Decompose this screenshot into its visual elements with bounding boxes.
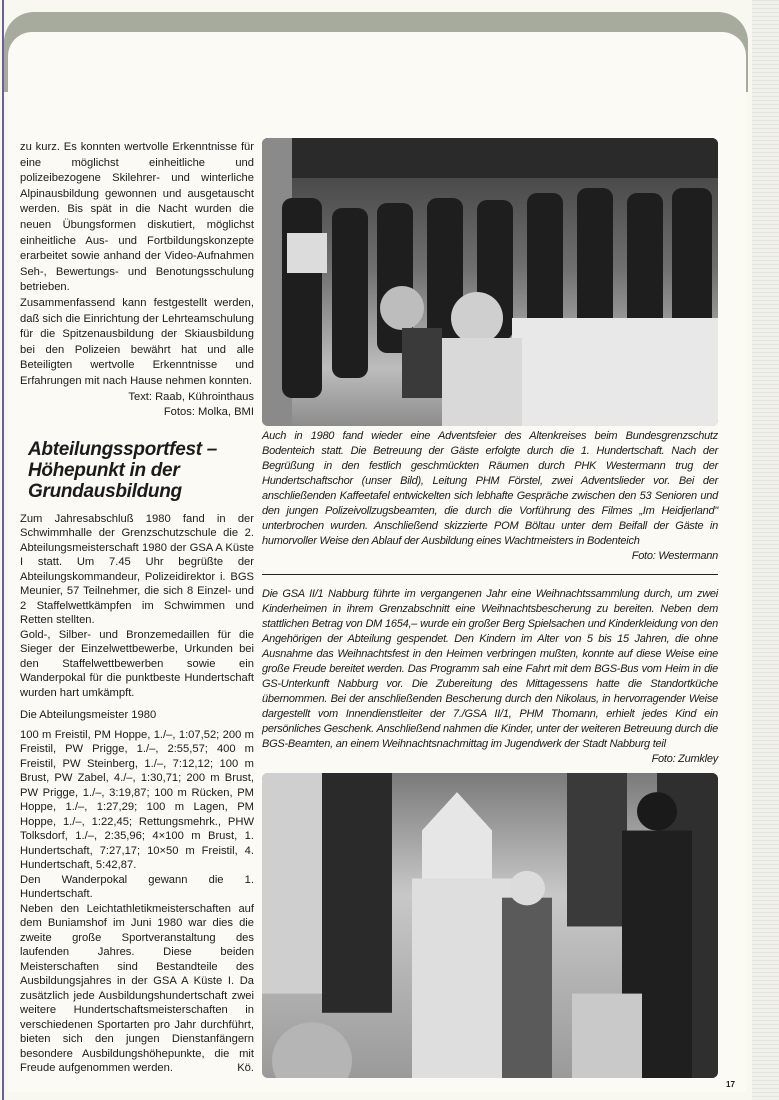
headline-line: Abteilungssportfest – <box>28 438 217 460</box>
nikolaus-photo-illustration <box>262 773 718 1078</box>
article1-paragraph: zu kurz. Es konnten wertvolle Erkenntnisse für eine möglichst einheitliche und polizeibezogene Skilehrer- und winterliche Alpinausbildung gewonnen und ausgetauscht werden. Bis spät in die Nacht wurden die neuen Übungsformen diskutiert, möglichst einheitliche Aus- und Fortbildungskonzepte erarbeitet sowie anhand der Video-Aufnahmen Seh-, Bewertungs- und Benotungsschulung betrieben. <box>20 141 254 294</box>
article1-credit-photos: Fotos: Molka, BMI <box>163 406 254 419</box>
article2-results: 100 m Freistil, PM Hoppe, 1./–, 1:07,52; 200 m Freistil, PW Prigge, 1./–, 2:55,57; 400 m Freistil, PW Steinberg, 1./–, 7:12,12; 100 m Brust, PW Zabel, 4./–, 1:30,71; 200 m Brust, PW Prigge, 1./–, 3:19,87; 100 m Rücken, PM Hoppe, 1./–, 1:27,29; 100 m Lagen, PM Hoppe, 1./–, 1:22,45; Rettungsmehrk., PHW Tolksdorf, 1./–, 2:35,96; 4×100 m Brust, 1. Hundertschaft, 7:27,17; 10×50 m Freistil, 4. Hundertschaft, 5:42,87. <box>20 728 254 872</box>
article2-subheading: Die Abteilungsmeister 1980 <box>20 709 157 722</box>
article2-paragraph: Gold-, Silber- und Bronzemedaillen für die Sieger der Einzelwettbewerbe, Urkunden bei den Staffelwettbewerben sowie ein Wanderpokal für die punktbeste Hundertschaft wurden hart umkämpft. <box>20 628 254 699</box>
photo-credit: Foto: Westermann <box>631 550 718 562</box>
article2-paragraph: Den Wanderpokal gewann die 1. Hundertschaft. <box>20 873 254 901</box>
article2-headline <box>28 439 254 502</box>
caption-text: Auch in 1980 fand wieder eine Adventsfeier des Altenkreises beim Bundesgrenzschutz Bodenteich statt. Die Betreuung der Gäste erfolgte durch die 1. Hundertschaft. Nach der Begrüßung in den festlich geschmückten Räumen durch PHK Westermann trug der Hundertschaftschor (unser Bild), Leitung PHM Förstel, zwei Adventslieder vor. Bei der anschließenden Kaffeetafel entwickelten sich lebhafte Gespräche zwischen den 53 Senioren und den jungen Polizeivollzugsbeamten, die durch die Vorführung des Filmes „Im Heidjerland" unterbrochen wurden. Anschließend skizzierte POM Böltau unter dem Beifall der Gäste in humorvoller Weise den Ablauf der Ausbildung eines Wachtmeisters in Bodenteich <box>262 430 718 547</box>
section-divider <box>262 574 718 575</box>
choir-photo-illustration <box>262 138 718 426</box>
article1-paragraph: Zusammenfassend kann festgestellt werden, daß sich die Einrichtung der Lehrteamschulung für die Spitzenausbildung der Skiausbildung bei den Polizeien bewährt hat und alle Beteiligten wertvolle Erkenntnisse und Erfahrungen mit nach Hause nehmen konnten. <box>20 296 254 387</box>
page-number: 17 <box>726 1080 735 1089</box>
article2-paragraph: Zum Jahresabschluß 1980 fand in der Schwimmhalle der Grenzschutzschule die 2. Abteilungsmeisterschaft 1980 der GSA A Küste I statt. Um 7.45 Uhr begrüßte der Abteilungskommandeur, Polizeidirektor i. BGS Meunier, 57 Teilnehmer, die sich 8 Einzel- und 2 Staffelwettkämpfen im Schwimmen und Retten stellten. <box>20 512 254 627</box>
headline-line: Höhepunkt in der <box>28 459 180 481</box>
headline-line: Grundausbildung <box>28 480 182 502</box>
caption-advent <box>262 429 718 564</box>
left-column <box>20 140 254 1080</box>
page-margin-scan <box>752 0 779 1100</box>
caption-nabburg <box>262 587 718 767</box>
article1-body <box>20 140 254 421</box>
article2-body <box>20 512 254 1076</box>
photo-nikolaus <box>262 773 718 1078</box>
photo-advent-choir <box>262 138 718 426</box>
article2-paragraph <box>20 902 254 1076</box>
photo-credit: Foto: Zumkley <box>651 753 718 765</box>
article2-paragraph-text: Neben den Leichtathletikmeisterschaften auf dem Buniamshof im Juni 1980 war dies die zweite große Sportveranstaltung des laufenden Jahres. Diese beiden Meisterschaften sind Bestandteile des Ausbildungsjahres in der GSA A Küste I. Da zusätzlich jede Ausbildungshundertschaft zwei weitere Hundertschaftsmeisterschaften in verschiedenen Sportarten pro Jahr durchführt, bieten sich den jungen Dienstanfängern besondere Ausbildungshöhepunkte, die mit Freude aufgenommen werden. <box>20 902 254 1075</box>
page-edge <box>2 0 4 1100</box>
right-column <box>262 138 718 1078</box>
caption-text: Die GSA II/1 Nabburg führte im vergangenen Jahr eine Weihnachtssammlung durch, um zwei Kinderheimen in ihrem Grenzabschnitt eine Weihnachtsbescherung zu bereiten. Neben dem stattlichen Betrag von DM 1654,– wurde ein großer Berg Spielsachen und Kinderkleidung von den Angehörigen der Abteilung gespendet. Den Kindern im Alter von 5 bis 15 Jahren, die ohne Ausnahme das Weihnachtsfest in den Heimen verbringen mußten, konnte auf diese Weise eine große Freude bereitet werden. Das Programm sah eine Fahrt mit dem BGS-Bus vom Heim in die GS-Unterkunft Nabburg vor. Die Zubereitung des Mittagessens hatte die Standortküche übernommen. Bei der anschließenden Bescherung durch den Nikolaus, in hervorragender Weise dargestellt vom Innendienstleiter der 7./GSA II/1, PHM Thomann, erhielt jedes Kind ein persönliches Geschenk. Anschließend nahmen die Kinder, unter der weiteren Betreuung durch die BGS-Beamten, an einem Weihnachtsnachmittag im Jugendwerk der Stadt Nabburg teil <box>262 588 718 750</box>
article2-author: Kö. <box>237 1062 254 1075</box>
article1-credit-text: Text: Raab, Kührointhaus <box>128 390 254 403</box>
